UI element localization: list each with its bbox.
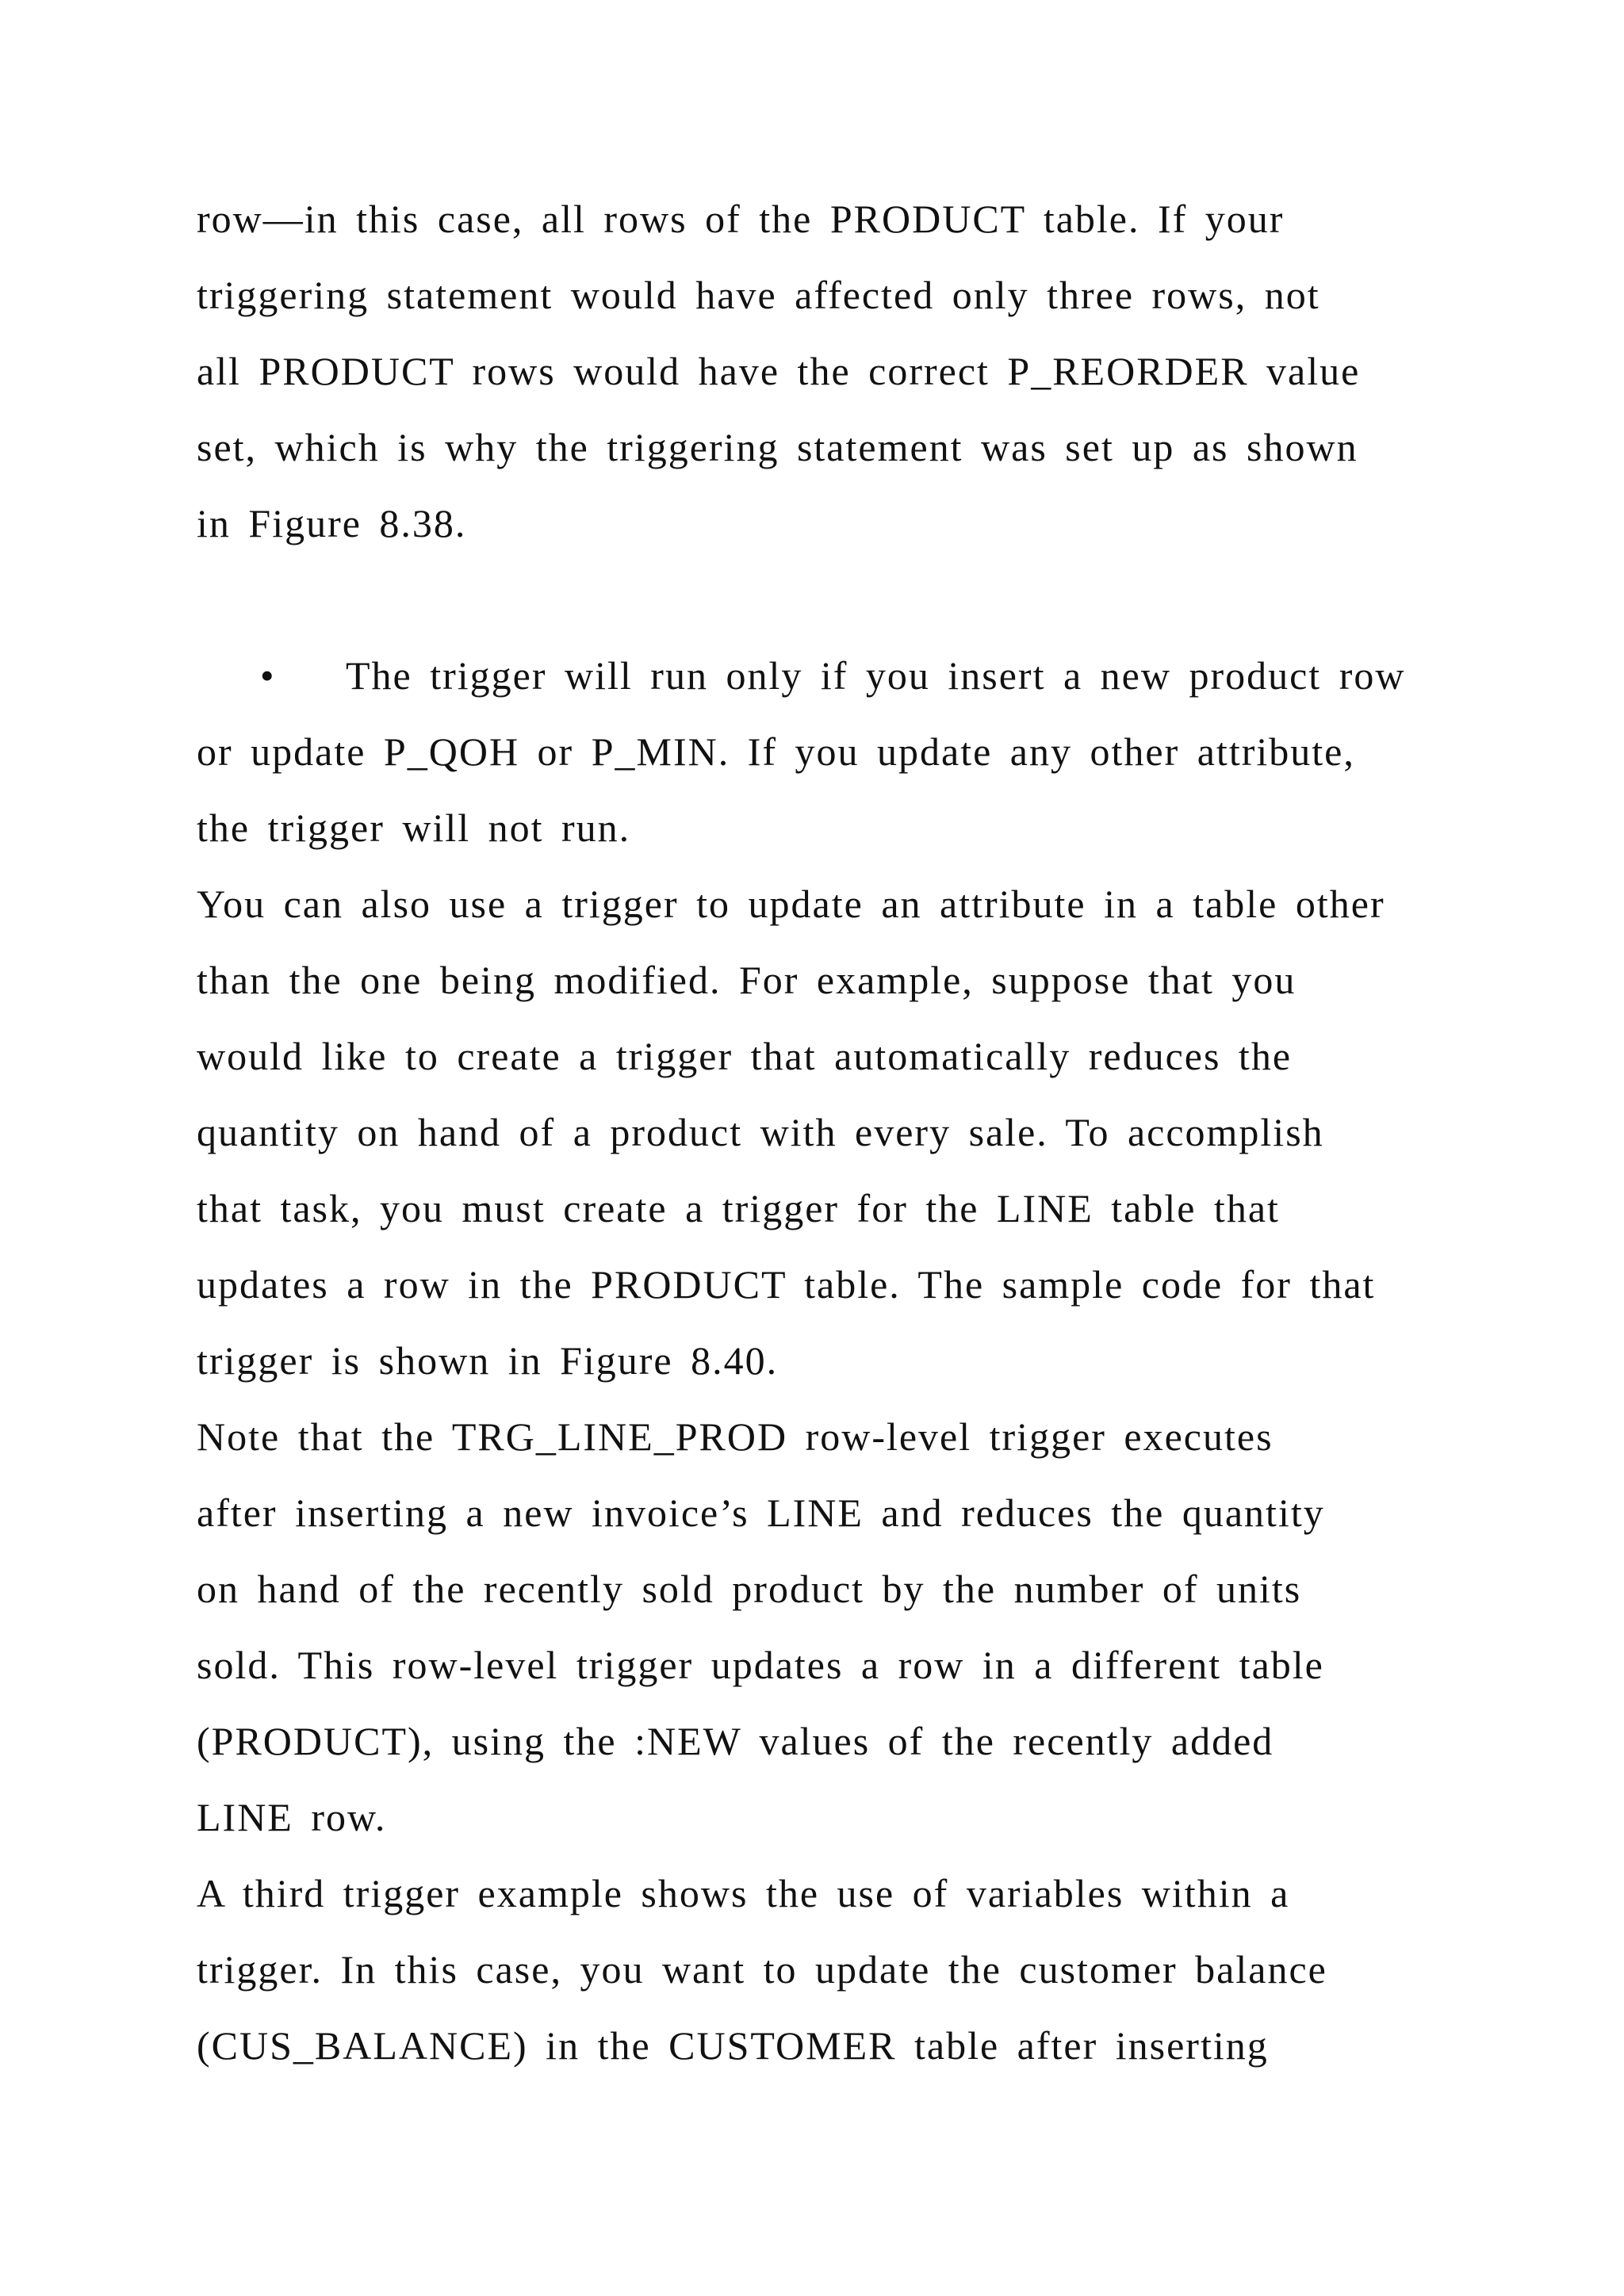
text-line: in Figure 8.38.: [197, 501, 467, 545]
text-line: quantity on hand of a product with every sale. To accomplish: [197, 1110, 1324, 1154]
text-line: the trigger will not run.: [197, 806, 631, 850]
text-line: sold. This row-level trigger updates a row in a different table: [197, 1643, 1324, 1687]
text-line: updates a row in the PRODUCT table. The sample code for that: [197, 1262, 1376, 1307]
text-line: triggering statement would have affected only three rows, not: [197, 273, 1320, 317]
text-line: trigger is shown in Figure 8.40.: [197, 1338, 779, 1383]
text-line: that task, you must create a trigger for the LINE table that: [197, 1186, 1280, 1230]
text-line: would like to create a trigger that automatically reduces the: [197, 1034, 1293, 1078]
text-line: (CUS_BALANCE) in the CUSTOMER table after inserting: [197, 2023, 1269, 2068]
text-line: You can also use a trigger to update an attribute in a table other: [197, 882, 1385, 926]
text-line: LINE row.: [197, 1795, 387, 1839]
text-line: Note that the TRG_LINE_PROD row-level trigger executes: [197, 1414, 1274, 1459]
text-line: on hand of the recently sold product by the number of units: [197, 1567, 1302, 1611]
text-line: or update P_QOH or P_MIN. If you update any other attribute,: [197, 729, 1355, 774]
text-line: (PRODUCT), using the :NEW values of the recently added: [197, 1719, 1274, 1763]
text-line: row—in this case, all rows of the PRODUCT table. If your: [197, 197, 1285, 241]
text-line: A third trigger example shows the use of variables within a: [197, 1871, 1290, 1915]
text-line: trigger. In this case, you want to update the customer balance: [197, 1947, 1327, 1992]
text-line: after inserting a new invoice’s LINE and reduces the quantity: [197, 1490, 1325, 1535]
text-line: than the one being modified. For example, suppose that you: [197, 958, 1297, 1002]
text-line: set, which is why the triggering statement was set up as shown: [197, 425, 1358, 469]
bullet-icon: •: [260, 653, 274, 698]
bullet-text-line: The trigger will run only if you insert a new product row: [346, 653, 1406, 698]
text-line: all PRODUCT rows would have the correct P_REORDER value: [197, 349, 1361, 393]
